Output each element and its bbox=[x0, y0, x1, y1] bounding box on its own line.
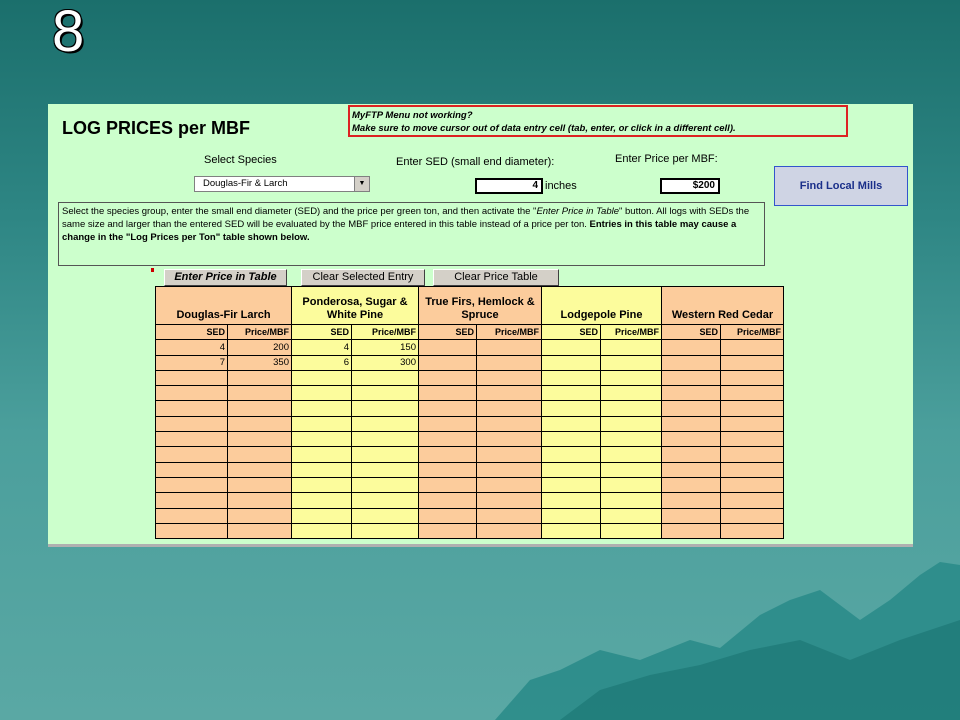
instructions-box bbox=[58, 202, 765, 266]
table-cell[interactable] bbox=[542, 493, 601, 508]
table-row bbox=[156, 462, 784, 477]
sed-column-header: SED bbox=[292, 325, 352, 340]
clear-selected-entry-button[interactable]: Clear Selected Entry bbox=[301, 269, 425, 286]
table-row bbox=[156, 477, 784, 492]
table-cell[interactable] bbox=[477, 370, 542, 385]
table-cell[interactable] bbox=[156, 432, 228, 447]
table-cell[interactable] bbox=[601, 386, 662, 401]
table-cell[interactable] bbox=[662, 401, 721, 416]
table-row bbox=[156, 416, 784, 431]
species-label: Select Species bbox=[204, 154, 277, 166]
table-cell[interactable] bbox=[662, 340, 721, 355]
table-cell[interactable] bbox=[419, 477, 477, 492]
table-cell[interactable] bbox=[477, 477, 542, 492]
table-cell[interactable] bbox=[542, 386, 601, 401]
table-cell[interactable] bbox=[352, 432, 419, 447]
table-cell[interactable]: 4 bbox=[156, 340, 228, 355]
table-cell[interactable] bbox=[419, 493, 477, 508]
table-cell[interactable] bbox=[228, 416, 292, 431]
table-cell[interactable] bbox=[601, 477, 662, 492]
table-cell[interactable] bbox=[292, 447, 352, 462]
table-cell[interactable] bbox=[156, 523, 228, 538]
table-cell[interactable] bbox=[292, 386, 352, 401]
table-cell[interactable] bbox=[721, 401, 784, 416]
table-cell[interactable] bbox=[419, 370, 477, 385]
species-dropdown[interactable] bbox=[194, 176, 370, 192]
table-cell[interactable] bbox=[721, 432, 784, 447]
table-cell[interactable] bbox=[601, 340, 662, 355]
table-cell[interactable] bbox=[156, 462, 228, 477]
table-cell[interactable] bbox=[662, 493, 721, 508]
table-cell[interactable] bbox=[601, 401, 662, 416]
sed-unit-label: inches bbox=[545, 180, 577, 192]
table-cell[interactable] bbox=[156, 401, 228, 416]
table-cell[interactable] bbox=[292, 401, 352, 416]
instructions-text-2: " button. All logs with SEDs the same size and larger than the entered SED will be evaluated by the MBF price entered in this table instead of a price per ton. bbox=[62, 206, 750, 230]
sed-input[interactable]: 4 bbox=[475, 178, 543, 194]
table-cell[interactable] bbox=[542, 355, 601, 370]
group-header: True Firs, Hemlock & Spruce bbox=[419, 287, 542, 325]
price-column-header: Price/MBF bbox=[228, 325, 292, 340]
table-cell[interactable] bbox=[721, 493, 784, 508]
table-cell[interactable] bbox=[228, 477, 292, 492]
table-row bbox=[156, 386, 784, 401]
table-cell[interactable]: 7 bbox=[156, 355, 228, 370]
table-cell[interactable] bbox=[292, 432, 352, 447]
table-row bbox=[156, 508, 784, 523]
enter-price-in-table-button[interactable]: Enter Price in Table bbox=[164, 269, 287, 286]
table-cell[interactable] bbox=[721, 462, 784, 477]
table-cell[interactable] bbox=[601, 370, 662, 385]
table-cell[interactable] bbox=[156, 370, 228, 385]
table-cell[interactable]: 350 bbox=[228, 355, 292, 370]
table-cell[interactable] bbox=[419, 401, 477, 416]
sed-column-header: SED bbox=[662, 325, 721, 340]
menu-warning-box bbox=[348, 105, 848, 137]
table-cell[interactable] bbox=[721, 508, 784, 523]
table-cell[interactable] bbox=[721, 477, 784, 492]
table-cell[interactable] bbox=[228, 370, 292, 385]
table-cell[interactable]: 150 bbox=[352, 340, 419, 355]
price-column-header: Price/MBF bbox=[601, 325, 662, 340]
cell-marker bbox=[151, 268, 154, 272]
instructions-warning: Entries in this table may cause a change in the "Log Prices per Ton" table shown below. bbox=[62, 219, 737, 243]
table-cell[interactable] bbox=[662, 523, 721, 538]
table-cell[interactable] bbox=[601, 447, 662, 462]
table-row bbox=[156, 432, 784, 447]
table-cell[interactable] bbox=[721, 386, 784, 401]
table-cell[interactable]: 4 bbox=[292, 340, 352, 355]
group-header: Western Red Cedar bbox=[662, 287, 784, 325]
table-cell[interactable] bbox=[721, 355, 784, 370]
table-cell[interactable] bbox=[542, 523, 601, 538]
table-cell[interactable] bbox=[477, 462, 542, 477]
table-cell[interactable] bbox=[352, 508, 419, 523]
table-row bbox=[156, 523, 784, 538]
table-cell[interactable] bbox=[419, 523, 477, 538]
table-cell[interactable] bbox=[419, 386, 477, 401]
table-cell[interactable] bbox=[477, 355, 542, 370]
table-cell[interactable] bbox=[419, 355, 477, 370]
table-cell[interactable] bbox=[156, 508, 228, 523]
table-cell[interactable] bbox=[477, 523, 542, 538]
table-cell[interactable] bbox=[662, 370, 721, 385]
table-cell[interactable] bbox=[721, 370, 784, 385]
table-cell[interactable] bbox=[419, 462, 477, 477]
table-cell[interactable] bbox=[292, 416, 352, 431]
table-cell[interactable] bbox=[721, 416, 784, 431]
group-header: Ponderosa, Sugar & White Pine bbox=[292, 287, 419, 325]
table-cell[interactable] bbox=[601, 493, 662, 508]
table-cell[interactable] bbox=[542, 401, 601, 416]
table-cell[interactable]: 300 bbox=[352, 355, 419, 370]
group-header: Douglas-Fir Larch bbox=[156, 287, 292, 325]
table-cell[interactable] bbox=[662, 508, 721, 523]
table-cell[interactable] bbox=[542, 477, 601, 492]
table-cell[interactable] bbox=[228, 508, 292, 523]
table-cell[interactable] bbox=[721, 523, 784, 538]
table-cell[interactable] bbox=[352, 416, 419, 431]
table-cell[interactable] bbox=[477, 508, 542, 523]
table-cell[interactable] bbox=[352, 386, 419, 401]
table-cell[interactable] bbox=[477, 386, 542, 401]
table-cell[interactable] bbox=[477, 416, 542, 431]
table-cell[interactable] bbox=[292, 523, 352, 538]
price-label: Enter Price per MBF: bbox=[615, 153, 718, 165]
table-cell[interactable] bbox=[477, 447, 542, 462]
table-cell[interactable] bbox=[156, 477, 228, 492]
table-cell[interactable] bbox=[352, 401, 419, 416]
price-column-header: Price/MBF bbox=[477, 325, 542, 340]
table-cell[interactable] bbox=[662, 462, 721, 477]
table-cell[interactable] bbox=[228, 462, 292, 477]
table-row bbox=[156, 401, 784, 416]
spreadsheet-panel bbox=[48, 104, 913, 547]
table-cell[interactable] bbox=[601, 355, 662, 370]
table-cell[interactable] bbox=[662, 355, 721, 370]
table-row bbox=[156, 370, 784, 385]
table-cell[interactable] bbox=[542, 370, 601, 385]
find-local-mills-button[interactable]: Find Local Mills bbox=[774, 166, 908, 206]
table-cell[interactable] bbox=[419, 340, 477, 355]
table-cell[interactable] bbox=[662, 447, 721, 462]
table-cell[interactable] bbox=[292, 508, 352, 523]
sed-column-header: SED bbox=[419, 325, 477, 340]
group-header: Lodgepole Pine bbox=[542, 287, 662, 325]
table-cell[interactable] bbox=[228, 386, 292, 401]
table-cell[interactable]: 200 bbox=[228, 340, 292, 355]
table-cell[interactable] bbox=[419, 508, 477, 523]
table-row bbox=[156, 447, 784, 462]
table-cell[interactable] bbox=[228, 493, 292, 508]
slide-number: 8 bbox=[52, 0, 85, 64]
table-cell[interactable] bbox=[542, 508, 601, 523]
table-cell[interactable] bbox=[601, 523, 662, 538]
sed-column-header: SED bbox=[156, 325, 228, 340]
instructions-emphasis: Enter Price in Table bbox=[536, 206, 619, 217]
price-input[interactable]: $200 bbox=[660, 178, 720, 194]
table-cell[interactable] bbox=[352, 477, 419, 492]
species-selected-value: Douglas-Fir & Larch bbox=[203, 178, 288, 189]
table-cell[interactable] bbox=[721, 340, 784, 355]
table-cell[interactable] bbox=[542, 432, 601, 447]
table-cell[interactable] bbox=[721, 447, 784, 462]
table-cell[interactable] bbox=[542, 447, 601, 462]
table-cell[interactable] bbox=[228, 447, 292, 462]
table-cell[interactable] bbox=[477, 401, 542, 416]
table-cell[interactable] bbox=[477, 432, 542, 447]
table-cell[interactable] bbox=[601, 462, 662, 477]
table-cell[interactable] bbox=[601, 432, 662, 447]
table-cell[interactable] bbox=[542, 340, 601, 355]
chevron-down-icon[interactable]: ▼ bbox=[354, 177, 369, 191]
table-cell[interactable] bbox=[419, 416, 477, 431]
table-cell[interactable] bbox=[601, 416, 662, 431]
table-cell[interactable] bbox=[156, 447, 228, 462]
table-cell[interactable] bbox=[662, 432, 721, 447]
table-cell[interactable] bbox=[156, 416, 228, 431]
table-cell[interactable] bbox=[542, 416, 601, 431]
table-cell[interactable] bbox=[228, 523, 292, 538]
table-row bbox=[156, 340, 784, 355]
clear-price-table-button[interactable]: Clear Price Table bbox=[433, 269, 559, 286]
table-cell[interactable] bbox=[477, 493, 542, 508]
price-column-header: Price/MBF bbox=[352, 325, 419, 340]
log-price-table bbox=[155, 286, 784, 539]
table-cell[interactable] bbox=[419, 447, 477, 462]
table-cell[interactable] bbox=[352, 447, 419, 462]
table-cell[interactable] bbox=[292, 493, 352, 508]
table-cell[interactable] bbox=[477, 340, 542, 355]
warning-line-1: MyFTP Menu not working? bbox=[352, 110, 473, 121]
table-cell[interactable] bbox=[292, 462, 352, 477]
table-row bbox=[156, 493, 784, 508]
price-column-header: Price/MBF bbox=[721, 325, 784, 340]
table-row bbox=[156, 355, 784, 370]
table-cell[interactable] bbox=[542, 462, 601, 477]
table-cell[interactable] bbox=[352, 370, 419, 385]
table-cell[interactable] bbox=[156, 386, 228, 401]
table-cell[interactable] bbox=[228, 432, 292, 447]
table-cell[interactable] bbox=[419, 432, 477, 447]
sed-label: Enter SED (small end diameter): bbox=[396, 156, 555, 168]
table-cell[interactable]: 6 bbox=[292, 355, 352, 370]
table-cell[interactable] bbox=[352, 493, 419, 508]
table-cell[interactable] bbox=[352, 462, 419, 477]
table-cell[interactable] bbox=[292, 370, 352, 385]
table-cell[interactable] bbox=[352, 523, 419, 538]
table-cell[interactable] bbox=[601, 508, 662, 523]
table-cell[interactable] bbox=[156, 493, 228, 508]
table-cell[interactable] bbox=[292, 477, 352, 492]
table-cell[interactable] bbox=[228, 401, 292, 416]
instructions-text-1: Select the species group, enter the small end diameter (SED) and the price per green ton, and then activate the " bbox=[62, 206, 537, 217]
warning-line-2: Make sure to move cursor out of data entry cell (tab, enter, or click in a different cell). bbox=[352, 123, 736, 134]
table-cell[interactable] bbox=[662, 386, 721, 401]
table-cell[interactable] bbox=[662, 416, 721, 431]
table-cell[interactable] bbox=[662, 477, 721, 492]
sheet-title: LOG PRICES per MBF bbox=[62, 118, 251, 138]
sed-column-header: SED bbox=[542, 325, 601, 340]
